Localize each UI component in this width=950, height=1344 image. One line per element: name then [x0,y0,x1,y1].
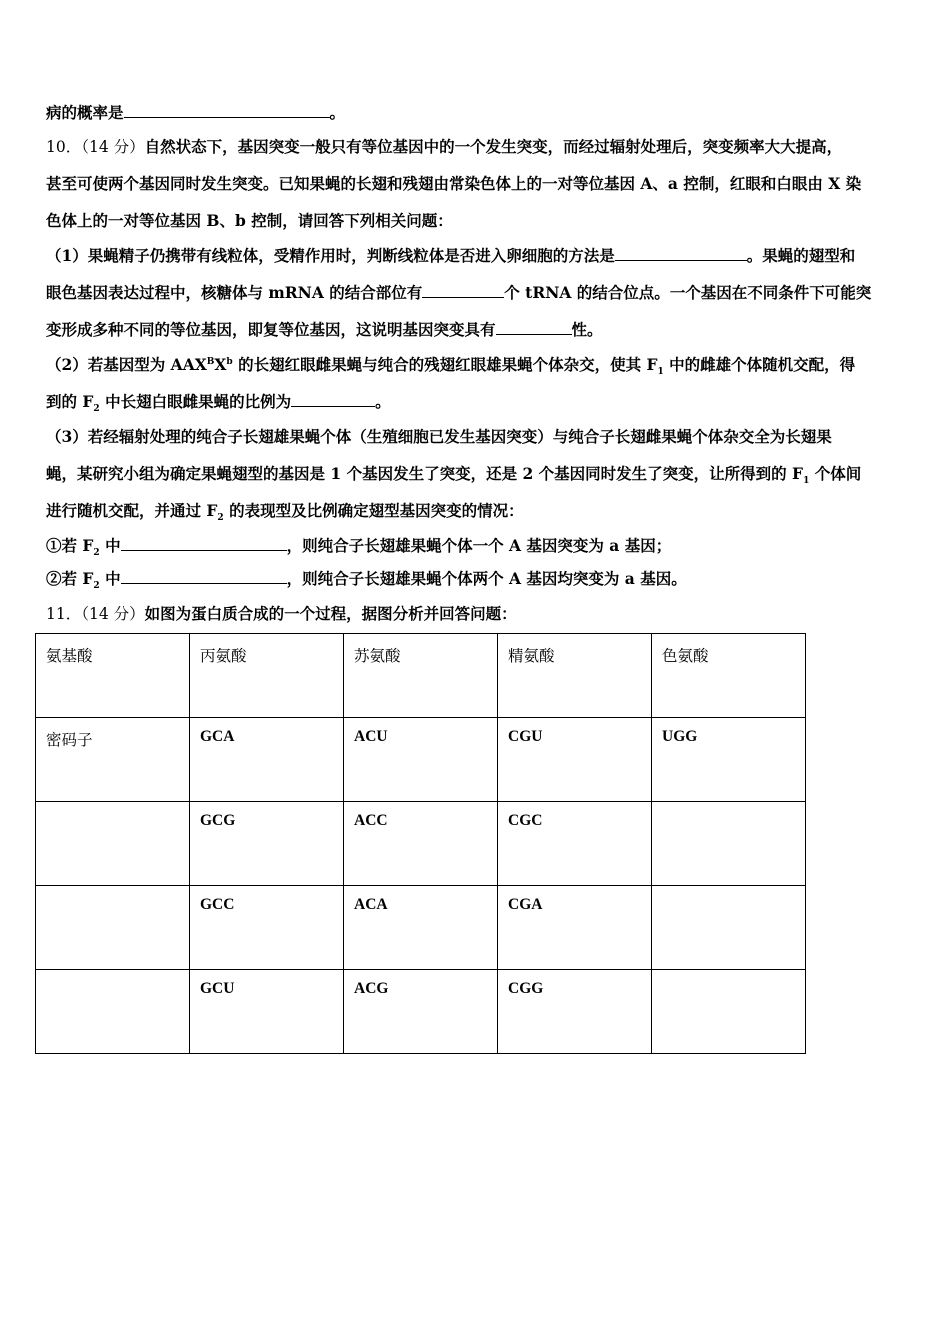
table-cell: CGC [498,802,652,886]
table-cell: GCG [190,802,344,886]
q10-part1-line-3: 变形成多种不同的等位基因，即复等位基因，这说明基因突变具有 性。 [46,320,603,339]
table-cell: UGG [652,718,806,802]
answer-blank[interactable] [291,392,375,407]
q10-line-2: 甚至可使两个基因同时发生突变。已知果蝇的长翅和残翅由常染色体上的一对等位基因 A、a 控制，红眼和白眼由 X 染 [46,174,862,193]
table-cell [36,886,190,970]
table-cell: CGG [498,970,652,1054]
table-cell [652,802,806,886]
table-cell [36,802,190,886]
header-cell: 氨基酸 [36,634,190,718]
q10-part3-line-2: 蝇，某研究小组为确定果蝇翅型的基因是 1 个基因发生了突变，还是 2 个基因同时发生了突变，让所得到的 $F_1$ 个体间 [46,464,862,487]
q10-line-3: 色体上的一对等位基因 B、b 控制，请回答下列相关问题： [46,211,453,230]
question-number: 11．（14 分） [46,605,145,623]
table-row [36,718,806,802]
q9-tail-text: 病的概率是 [46,103,124,122]
q10-part3-line-3: 进行随机交配，并通过 $F_2$ 的表现型及比例确定翅型基因突变的情况： [46,501,524,524]
table-row [36,970,806,1054]
table-cell [652,886,806,970]
header-cell: 苏氨酸 [344,634,498,718]
table-cell [36,970,190,1054]
table-cell: CGA [498,886,652,970]
q10-part1-line-2: 眼色基因表达过程中，核糖体与 mRNA 的结合部位有 个 tRNA 的结合位点。一个基因在不同条件下可能突 [46,283,872,302]
q10-case-1: ①若 $F_2$ 中 ，则纯合子长翅雄果蝇个体一个 A 基因突变为 a 基因； [46,536,672,559]
codon-table [35,633,806,1054]
q10-part2-line-1: （2）若基因型为 $AAX^BX^b$ 的长翅红眼雌果蝇与纯合的残翅红眼雄果蝇个体杂交，使其 $F_1$ 中的雌雄个体随机交配，得 [46,355,856,378]
q11-line: 11．（14 分）如图为蛋白质合成的一个过程，据图分析并回答问题： [46,604,517,623]
q10-case-2: ②若 $F_2$ 中 ，则纯合子长翅雄果蝇个体两个 A 基因均突变为 a 基因。 [46,569,687,592]
table-cell: GCA [190,718,344,802]
q10-part3-line-1: （3）若经辐射处理的纯合子长翅雄果蝇个体（生殖细胞已发生基因突变）与纯合子长翅雌果蝇个体杂交全为长翅果 [46,427,832,446]
table-cell: GCC [190,886,344,970]
answer-blank[interactable] [496,320,572,335]
answer-blank[interactable] [121,536,287,551]
table-cell: ACG [344,970,498,1054]
table-cell: ACA [344,886,498,970]
table-header-row [36,634,806,718]
q10-part2-line-2: 到的 $F_2$ 中长翅白眼雌果蝇的比例为 。 [46,392,391,415]
table-cell: ACC [344,802,498,886]
answer-blank[interactable] [121,569,287,584]
answer-blank[interactable] [615,246,747,261]
header-cell: 精氨酸 [498,634,652,718]
table-row [36,802,806,886]
q10-line-1: 10．（14 分）自然状态下，基因突变一般只有等位基因中的一个发生突变，而经过辐射处理后，突变频率大大提高， [46,137,843,156]
answer-blank[interactable] [124,103,330,118]
table-cell: CGU [498,718,652,802]
q9-tail: 病的概率是 。 [46,103,346,122]
table-cell: GCU [190,970,344,1054]
header-cell: 色氨酸 [652,634,806,718]
table-cell: 密码子 [36,718,190,802]
answer-blank[interactable] [422,283,504,298]
header-cell: 丙氨酸 [190,634,344,718]
table-cell [652,970,806,1054]
table-row [36,886,806,970]
question-number: 10．（14 分） [46,138,145,156]
q10-part1-line-1: （1）果蝇精子仍携带有线粒体，受精作用时，判断线粒体是否进入卵细胞的方法是 。果蝇的翅型和 [46,246,856,265]
table-cell: ACU [344,718,498,802]
